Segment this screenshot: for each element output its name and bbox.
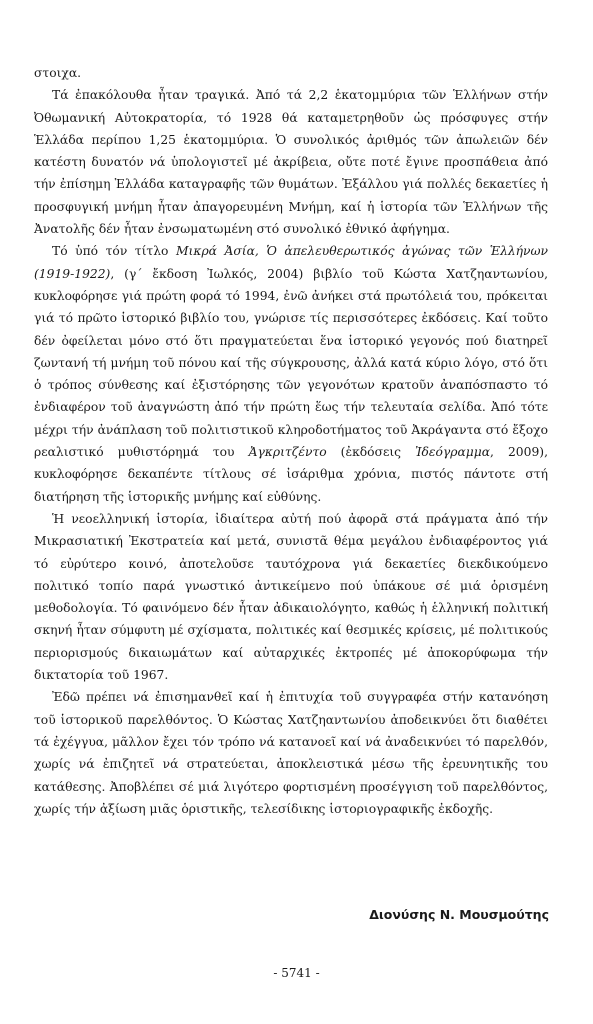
paragraph [34, 62, 548, 84]
text-run: (ἐκδόσεις [326, 445, 416, 460]
text-run: , (γ΄ ἔκδοση Ἰωλκός, 2004) βιβλίο τοῦ Κώστα Χατζηαντωνίου, κυκλοφόρησε γιά πρώτη φορά τό 1994, ἐνῶ ἀνήκει στά πρωτόλειά του, πρόκειται γιά τό πρῶτο ἱστορικό βιβλίο του, γνώρισε τίς περισσότερες ἐκδόσεις. Καί τοῦτο δέν ὀφείλεται μόνο στό ὅτι πραγματεύεται ἕνα ἱστορικό γεγονός πού διατηρεῖ ζωντανή τή μνήμη τοῦ πόνου καί τῆς σύγκρουσης, ἀλλά κατά κύριο λόγο, στό ὅτι ὁ τρόπος σύνθεσης καί ἐξιστόρησης τῶν γεγονότων κρατοῦν ἀναπόσπαστο τό ἐνδιαφέρον τοῦ ἀναγνώστη ἀπό τήν πρώτη ἕως τήν τελευταία σελίδα. Ἀπό τότε μέχρι τήν ἀνάπλαση τοῦ πολιτιστικοῦ κληροδοτήματος τοῦ Ἀκράγαντα στό ἔξοχο ρεαλιστικό μυθιστόρημά του [34, 266, 548, 460]
text-run: Ἡ νεοελληνική ἱστορία, ἰδιαίτερα αὐτή πού ἀφορᾶ στά πράγματα ἀπό τήν Μικρασιατική Ἐκστρατεία καί μετά, συνιστᾶ θέμα μεγάλου ἐνδιαφέροντος γιά τό εὐρύτερο κοινό, ἀποτελοῦσε ταυτόχρονα γιά δεκαετίες διεκδικούμενο πολιτικό τοπίο παρά γνωστικό ἀντικείμενο πού ὑπάκουε σέ μιά ὁρισμένη μεθοδολογία. Τό φαινόμενο δέν ἦταν ἀδικαιολόγητο, καθώς ἡ ἑλληνική πολιτική σκηνή ἦταν σύμφυτη μέ σχίσματα, πολιτικές καί θεσμικές κρίσεις, μέ πολιτικούς περιορισμούς δικαιωμάτων καί αὐταρχικές ἐκτροπές μέ ἀποκορύφωμα τήν δικτατορία τοῦ 1967. [34, 511, 548, 683]
italic-title: Ἀγκριτζέντο [248, 445, 327, 460]
author-signature: Διονύσης Ν. Μουσμούτης [369, 907, 549, 922]
text-run: Τά ἐπακόλουθα ἦταν τραγικά. Ἀπό τά 2,2 ἑκατομμύρια τῶν Ἑλλήνων στήν Ὀθωμανική Αὐτοκρατορία, τό 1928 θά καταμετρηθοῦν ὡς πρόσφυγες στήν Ἑλλάδα περίπου 1,25 ἑκατομμύρια. Ὁ συνολικός ἀριθμός τῶν ἀπωλειῶν δέν κατέστη δυνατόν νά ὑπολογιστεῖ μέ ἀκρίβεια, οὔτε ποτέ ἔγινε προσπάθεια ἀπό τήν ἐπίσημη Ἑλλάδα καταγραφῆς τῶν θυμάτων. Ἐξάλλου γιά πολλές δεκαετίες ἡ προσφυγική μνήμη ἦταν ἀπαγορευμένη Μνήμη, καί ἡ ἱστορία τῶν Ἑλλήνων τῆς Ἀνατολῆς δέν ἦταν ἐνσωματωμένη στό συνολικό ἐθνικό ἀφήγημα. [34, 88, 548, 237]
italic-title: Ἰδεόγραμμα [415, 445, 491, 460]
paragraph [34, 84, 548, 240]
paragraph [34, 508, 548, 686]
paragraph [34, 686, 548, 820]
text-run: , 2009), κυκλοφόρησε δεκαπέντε τίτλους σέ ἰσάριθμα χρόνια, πιστός πάντοτε στή διατήρηση τῆς ἱστορικῆς μνήμης καί εὐθύνης. [34, 445, 548, 504]
text-run: στοιχα. [34, 66, 82, 80]
text-run: Ἐδῶ πρέπει νά ἐπισημανθεῖ καί ἡ ἐπιτυχία τοῦ συγγραφέα στήν κατανόηση τοῦ ἱστορικοῦ παρελθόντος. Ὁ Κώστας Χατζηαντωνίου ἀποδεικνύει ὅτι διαθέτει τά ἐχέγγυα, μᾶλλον ἔχει τόν τρόπο νά κατανοεῖ καί νά ἀναδεικνύει τό παρελθόν, χωρίς νά ἐπιζητεῖ νά στρατεύεται, ἀποκλειστικά μέσω τῆς ἐρευνητικῆς του κατάθεσης. Ἀποβλέπει σέ μιά λιγότερο φορτισμένη προσέγγιση τοῦ παρελθόντος, χωρίς τήν ἀξίωση μιᾶς ὁριστικῆς, τελεσίδικης ἱστοριογραφικῆς ἐκδοχῆς. [34, 690, 548, 816]
page-number: - 5741 - [273, 966, 320, 980]
text-run: Τό ὑπό τόν τίτλο [52, 244, 176, 259]
italic-title: Μικρά Ἀσία, Ὁ ἀπελευθερωτικός ἀγώνας τῶν Ἑλλήνων (1919-1922) [34, 244, 549, 281]
paragraph [34, 240, 548, 508]
article-body [34, 62, 548, 820]
